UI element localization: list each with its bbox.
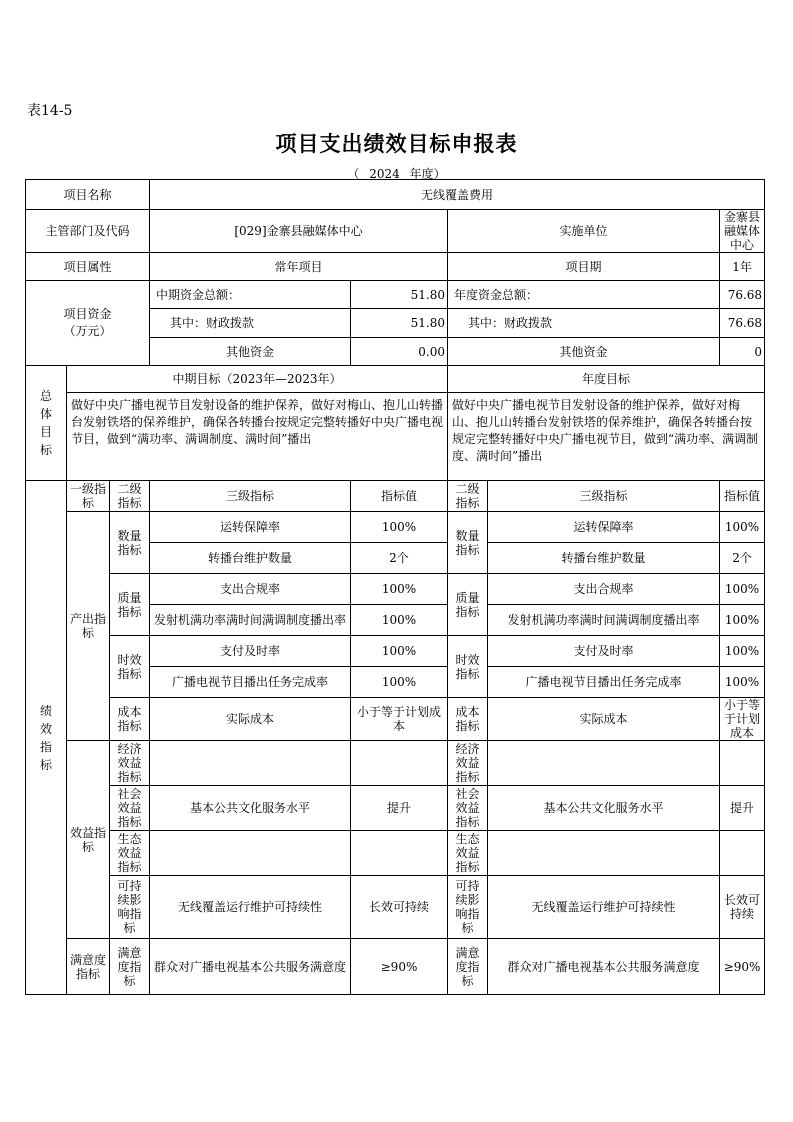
qty-label-right: 数量指标 — [448, 512, 488, 574]
time-label: 时效指标 — [110, 636, 150, 698]
mid-fiscal-label: 其中：财政拨款 — [150, 309, 351, 338]
year-total-value: 76.68 — [720, 281, 765, 309]
sustain1-val-right: 长效可持续 — [720, 876, 765, 939]
econ-label: 经济效益指标 — [110, 741, 150, 786]
qual2-val: 100% — [351, 605, 448, 636]
time1-val: 100% — [351, 636, 448, 667]
social1-val: 提升 — [351, 786, 448, 831]
h-level3-right: 三级指标 — [488, 481, 720, 512]
h-value-right: 指标值 — [720, 481, 765, 512]
social-label-right: 社会效益指标 — [448, 786, 488, 831]
qty1-val: 100% — [351, 512, 448, 543]
year-total-label: 年度资金总额： — [448, 281, 720, 309]
qty-label: 数量指标 — [110, 512, 150, 574]
eco-val-empty — [351, 831, 448, 876]
h-level3: 三级指标 — [150, 481, 351, 512]
econ-name-right-empty — [488, 741, 720, 786]
mid-fiscal-value: 51.80 — [351, 309, 448, 338]
mid-other-label: 其他资金 — [150, 338, 351, 366]
eco-name-empty — [150, 831, 351, 876]
time-label-right: 时效指标 — [448, 636, 488, 698]
qual2-name: 发射机满功率满时间满调制度播出率 — [150, 605, 351, 636]
h-level2: 二级指标 — [110, 481, 150, 512]
econ-name-empty — [150, 741, 351, 786]
cost-label-right: 成本指标 — [448, 698, 488, 741]
cost1-val: 小于等于计划成本 — [351, 698, 448, 741]
impl-label: 实施单位 — [448, 210, 720, 253]
performance-table — [25, 179, 765, 995]
sustain-label-right: 可持续影响指标 — [448, 876, 488, 939]
social-label: 社会效益指标 — [110, 786, 150, 831]
project-name-label: 项目名称 — [26, 180, 150, 210]
year-fiscal-value: 76.68 — [720, 309, 765, 338]
eco-name-right-empty — [488, 831, 720, 876]
page-title: 项目支出绩效目标申报表 — [275, 131, 518, 156]
qual1-name: 支出合规率 — [150, 574, 351, 605]
mid-other-value: 0.00 — [351, 338, 448, 366]
year-goal-text: 做好中央广播电视节目发射设备的维护保养，做好对梅山、抱儿山转播台发射铁塔的保养维护，确保各转播台按规定完整转播好中央广播电视节目，做到“满功率、满调制度、满时间”播出 — [448, 393, 765, 481]
qual1-val-right: 100% — [720, 574, 765, 605]
dept-label: 主管部门及代码 — [26, 210, 150, 253]
attr-value: 常年项目 — [150, 253, 448, 281]
eco-val-right-empty — [720, 831, 765, 876]
impl-value: 金寨县融媒体中心 — [720, 210, 765, 253]
cost1-name: 实际成本 — [150, 698, 351, 741]
social1-val-right: 提升 — [720, 786, 765, 831]
time2-name: 广播电视节目播出任务完成率 — [150, 667, 351, 698]
sat1-val: ≥90% — [351, 939, 448, 995]
period-value: 1年 — [720, 253, 765, 281]
dept-value: [029]金寨县融媒体中心 — [150, 210, 448, 253]
sat1-name-right: 群众对广播电视基本公共服务满意度 — [488, 939, 720, 995]
project-name-value: 无线覆盖费用 — [150, 180, 765, 210]
social1-name: 基本公共文化服务水平 — [150, 786, 351, 831]
time1-val-right: 100% — [720, 636, 765, 667]
time1-name-right: 支付及时率 — [488, 636, 720, 667]
qual2-val-right: 100% — [720, 605, 765, 636]
sustain-label: 可持续影响指标 — [110, 876, 150, 939]
sat1-val-right: ≥90% — [720, 939, 765, 995]
mid-goal-text: 做好中央广播电视节目发射设备的维护保养，做好对梅山、抱儿山转播台发射铁塔的保养维护，确保各转播台按规定完整转播好中央广播电视节目，做到“满功率、满调制度、满时间”播出 — [67, 393, 448, 481]
qual2-name-right: 发射机满功率满时间满调制度播出率 — [488, 605, 720, 636]
eco-label: 生态效益指标 — [110, 831, 150, 876]
time2-name-right: 广播电视节目播出任务完成率 — [488, 667, 720, 698]
satisfaction-level2-label-right: 满意度指标 — [448, 939, 488, 995]
social1-name-right: 基本公共文化服务水平 — [488, 786, 720, 831]
satisfaction-level1-label: 满意度指标 — [67, 939, 110, 995]
time2-val-right: 100% — [720, 667, 765, 698]
quality-label-right: 质量指标 — [448, 574, 488, 636]
year-other-value: 0 — [720, 338, 765, 366]
h-value: 指标值 — [351, 481, 448, 512]
satisfaction-level2-label: 满意度指标 — [110, 939, 150, 995]
attr-label: 项目属性 — [26, 253, 150, 281]
h-level1: 一级指标 — [67, 481, 110, 512]
cost-label: 成本指标 — [110, 698, 150, 741]
mid-total-label: 中期资金总额： — [150, 281, 351, 309]
benefit-indicator-label: 效益指标 — [67, 741, 110, 939]
mid-total-value: 51.80 — [351, 281, 448, 309]
eco-label-right: 生态效益指标 — [448, 831, 488, 876]
econ-label-right: 经济效益指标 — [448, 741, 488, 786]
year-line: （ 2024 年度） — [347, 167, 446, 181]
qty1-name-right: 运转保障率 — [488, 512, 720, 543]
time1-name: 支付及时率 — [150, 636, 351, 667]
h-level2-right: 二级指标 — [448, 481, 488, 512]
sustain1-name: 无线覆盖运行维护可持续性 — [150, 876, 351, 939]
qty2-name: 转播台维护数量 — [150, 543, 351, 574]
cost1-val-right: 小于等于计划成本 — [720, 698, 765, 741]
cost1-name-right: 实际成本 — [488, 698, 720, 741]
qty1-val-right: 100% — [720, 512, 765, 543]
qual1-name-right: 支出合规率 — [488, 574, 720, 605]
qty2-val-right: 2个 — [720, 543, 765, 574]
table-number: 表14-5 — [27, 103, 73, 119]
sustain1-val: 长效可持续 — [351, 876, 448, 939]
qty1-name: 运转保障率 — [150, 512, 351, 543]
quality-label: 质量指标 — [110, 574, 150, 636]
qty2-name-right: 转播台维护数量 — [488, 543, 720, 574]
qual1-val: 100% — [351, 574, 448, 605]
year-other-label: 其他资金 — [448, 338, 720, 366]
year-fiscal-label: 其中：财政拨款 — [448, 309, 720, 338]
period-label: 项目期 — [448, 253, 720, 281]
sat1-name: 群众对广播电视基本公共服务满意度 — [150, 939, 351, 995]
funds-label: 项目资金 （万元） — [26, 281, 150, 366]
year-goal-header: 年度目标 — [448, 366, 765, 393]
econ-val-right-empty — [720, 741, 765, 786]
econ-val-empty — [351, 741, 448, 786]
overall-goal-label: 总体目标 — [26, 366, 67, 481]
time2-val: 100% — [351, 667, 448, 698]
mid-goal-header: 中期目标（2023年—2023年） — [67, 366, 448, 393]
output-indicator-label: 产出指标 — [67, 512, 110, 741]
perf-indicator-label: 绩效指标 — [26, 481, 67, 995]
sustain1-name-right: 无线覆盖运行维护可持续性 — [488, 876, 720, 939]
qty2-val: 2个 — [351, 543, 448, 574]
